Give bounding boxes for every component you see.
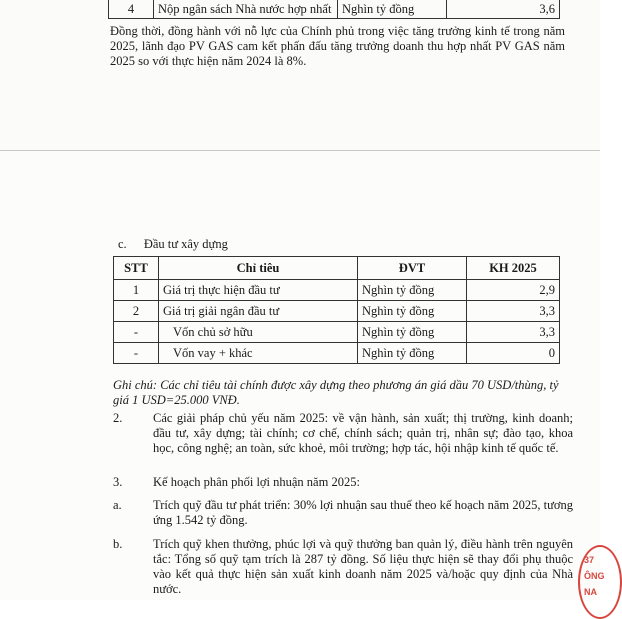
- table-cell-name: Nộp ngân sách Nhà nước hợp nhất: [154, 0, 338, 19]
- page-bottom-sheet: [0, 151, 600, 600]
- table-row: [109, 0, 560, 19]
- section-c-heading: [118, 237, 228, 252]
- item-marker: 2.: [113, 411, 123, 425]
- page-top-sheet: [0, 0, 600, 150]
- list-item: [113, 475, 568, 491]
- top-paragraph: Đồng thời, đồng hành với nỗ lực của Chính phủ trong việc tăng trưởng kinh tế trong năm 2025, lãnh đạo PV GAS cam kết phấn đấu tăng trưởng doanh thu hợp nhất PV GAS năm 2025 so với thực hiện năm 2024 là 8%.: [110, 24, 565, 68]
- item-marker: b.: [113, 537, 123, 551]
- item-marker: a.: [113, 498, 122, 512]
- list-item: [113, 411, 573, 471]
- red-seal-stamp: [578, 545, 622, 619]
- table-cell-unit: Nghìn tỷ đồng: [358, 301, 467, 322]
- stamp-text: NA: [584, 587, 597, 597]
- table-cell-value: 3,3: [467, 301, 560, 322]
- table-cell-unit: Nghìn tỷ đồng: [358, 322, 467, 343]
- header-stt: STT: [114, 257, 159, 280]
- top-table: [108, 0, 560, 19]
- table-cell-value: 2,9: [467, 280, 560, 301]
- table-cell-stt: 4: [109, 0, 154, 19]
- list-item: [113, 498, 573, 530]
- table-cell-value: 3,6: [447, 0, 560, 19]
- item-marker: 3.: [113, 475, 123, 489]
- table-cell-unit: Nghìn tỷ đồng: [358, 343, 467, 364]
- table-cell-stt: 1: [114, 280, 159, 301]
- item-text: Trích quỹ đầu tư phát triển: 30% lợi nhuận sau thuế theo kế hoạch năm 2025, tương ứng 1.542 tỷ đồng.: [153, 498, 573, 527]
- table-row: [114, 343, 560, 364]
- table-cell-stt: -: [114, 343, 159, 364]
- item-text: Các giải pháp chủ yếu năm 2025: về vận hành, sản xuất; thị trường, kinh doanh; đầu tư, xây dựng; tài chính; cơ chế, chính sách; quản trị, nhân sự; đào tạo, khoa học, công nghệ; an toàn, sức khoẻ, môi trường; hợp tác, hội nhập kinh tế quốc tế.: [153, 411, 573, 455]
- table-cell-name: Vốn chủ sở hữu: [159, 322, 358, 343]
- header-unit: ĐVT: [358, 257, 467, 280]
- table-cell-stt: 2: [114, 301, 159, 322]
- table-cell-stt: -: [114, 322, 159, 343]
- header-name: Chỉ tiêu: [159, 257, 358, 280]
- table-cell-name: Giá trị giải ngân đầu tư: [159, 301, 358, 322]
- item-text: Kế hoạch phân phối lợi nhuận năm 2025:: [153, 475, 360, 489]
- table-note: Ghi chú: Các chỉ tiêu tài chính được xây dựng theo phương án giá dầu 70 USD/thùng, tỷ giá 1 USD=25.000 VNĐ.: [113, 378, 559, 407]
- table-cell-value: 3,3: [467, 322, 560, 343]
- stamp-text: ÔNG: [584, 571, 605, 581]
- investment-table: [113, 256, 560, 364]
- table-cell-value: 0: [467, 343, 560, 364]
- table-row: [114, 280, 560, 301]
- table-row: [114, 301, 560, 322]
- table-cell-name: Vốn vay + khác: [159, 343, 358, 364]
- table-cell-unit: Nghìn tỷ đồng: [338, 0, 447, 19]
- header-plan-2025: KH 2025: [467, 257, 560, 280]
- table-row: [114, 322, 560, 343]
- section-c-title: Đầu tư xây dựng: [143, 237, 228, 251]
- section-c-marker: c.: [118, 237, 127, 251]
- table-header-row: [114, 257, 560, 280]
- list-item: [113, 537, 573, 599]
- table-cell-name: Giá trị thực hiện đầu tư: [159, 280, 358, 301]
- stamp-text: 37: [584, 555, 595, 565]
- item-text: Trích quỹ khen thưởng, phúc lợi và quỹ thưởng ban quản lý, điều hành trên nguyên tắc: Tổng số quỹ tạm trích là 287 tỷ đồng. Số liệu thực hiện sẽ thay đổi phụ thuộc vào kết quả thực hiện sản xuất kinh doanh năm 2025 và/hoặc quy định của Nhà nước.: [153, 537, 573, 596]
- table-cell-unit: Nghìn tỷ đồng: [358, 280, 467, 301]
